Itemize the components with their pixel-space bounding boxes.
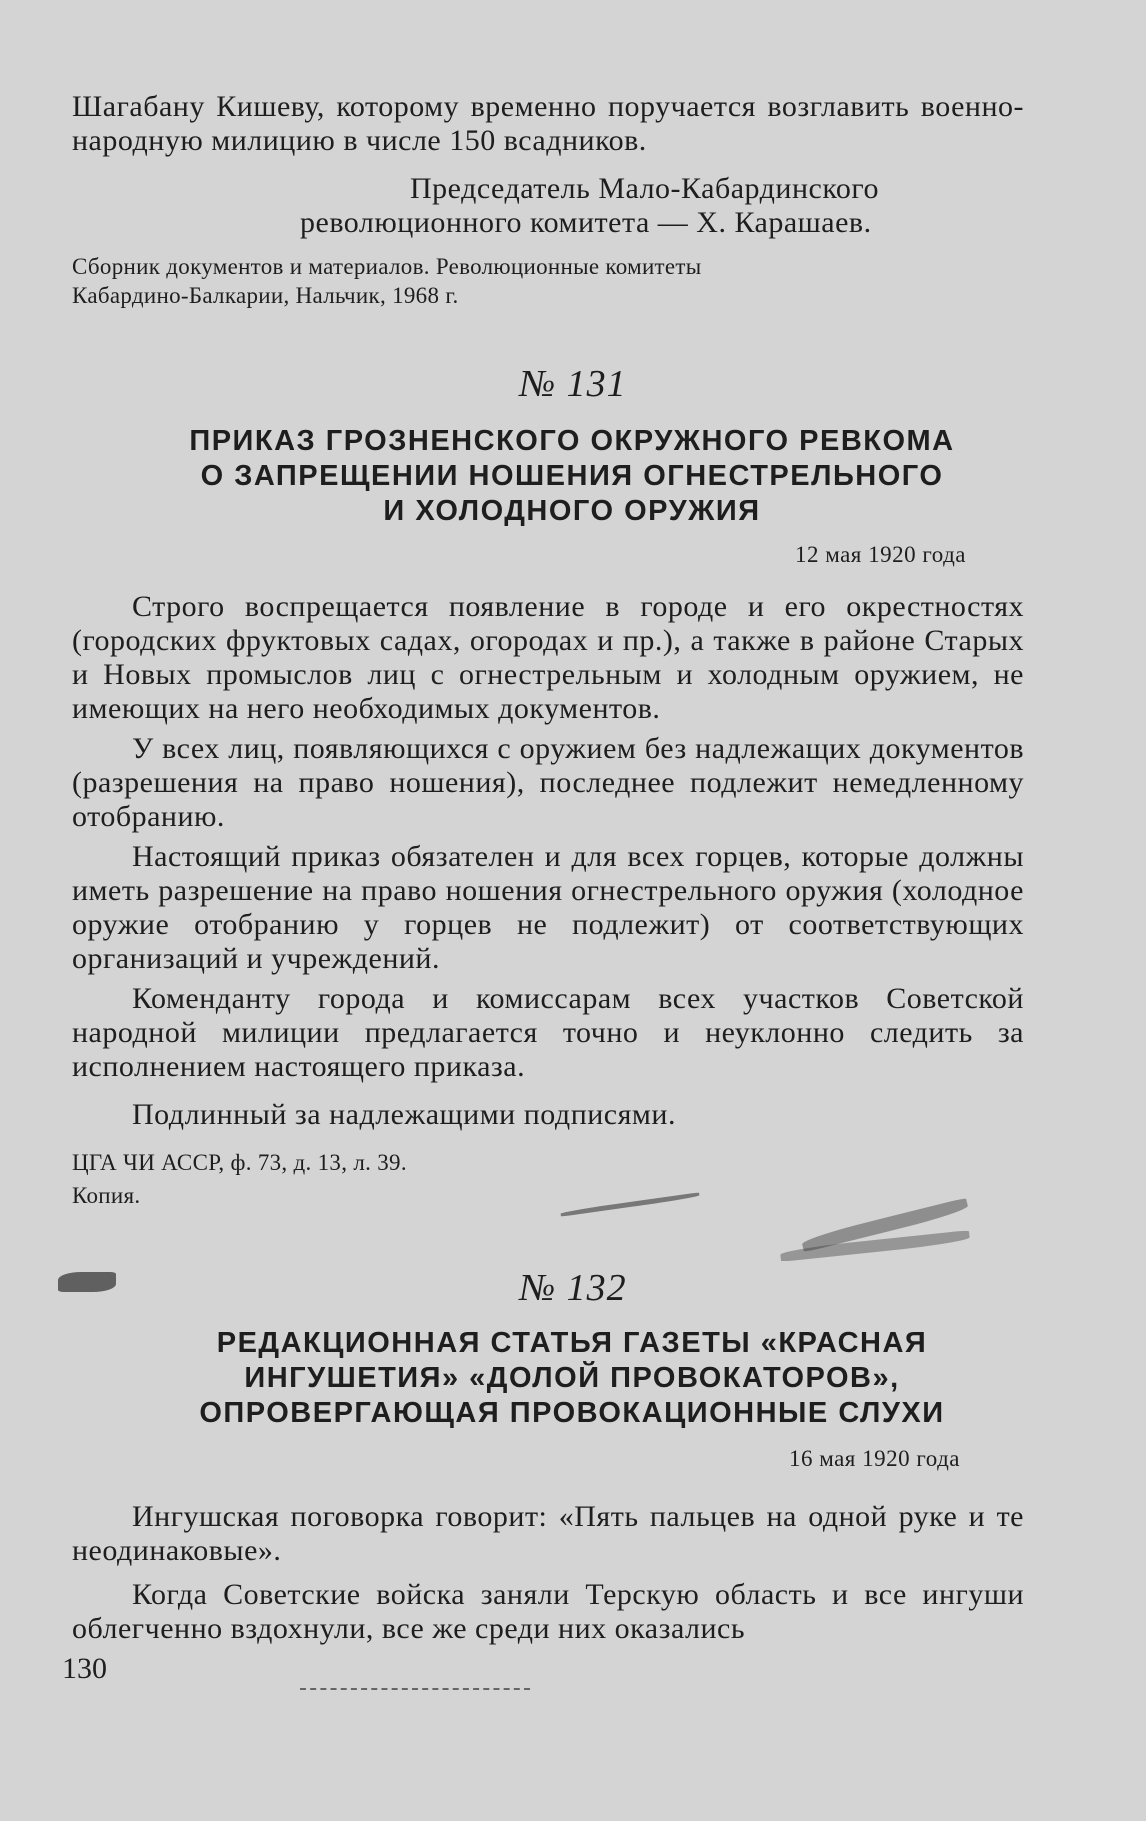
doc131-number: № 131 (519, 363, 627, 405)
doc132-number: № 132 (519, 1267, 627, 1309)
doc132-title (72, 1326, 1072, 1431)
doc131-paragraph-5: Подлинный за надлежащими подписями. (132, 1098, 676, 1131)
doc132-title-line-3: ОПРОВЕРГАЮЩАЯ ПРОВОКАЦИОННЫЕ СЛУХИ (199, 1397, 945, 1429)
doc131-title-line-2: О ЗАПРЕЩЕНИИ НОШЕНИЯ ОГНЕСТРЕЛЬНОГО (200, 460, 944, 492)
doc131-source (72, 1148, 1024, 1210)
doc131-paragraph-1: Строго воспрещается появление в городе и его окрестностях (городских фруктовых садах, огородах и пр.), а также в районе Старых и Новых промыслов лиц с огнестрельным и холодным оружием, не имеющих на него необходимых документов. (72, 590, 1024, 725)
doc131-title (72, 424, 1072, 529)
page-number: 130 (62, 1652, 107, 1685)
signature-line-2: революционного комитета — Х. Карашаев. (300, 206, 872, 239)
doc132-title-line-2: ИНГУШЕТИЯ» «ДОЛОЙ ПРОВОКАТОРОВ», (244, 1362, 900, 1394)
intro-paragraph: Шагабану Кишеву, которому временно поручается возглавить военно-народную милицию в числе 150 всадников. (72, 90, 1024, 157)
doc132-title-line-1: РЕДАКЦИОННАЯ СТАТЬЯ ГАЗЕТЫ «КРАСНАЯ (216, 1327, 928, 1359)
signature-line-1: Председатель Мало-Кабардинского (410, 172, 879, 205)
intro-signature (300, 172, 960, 240)
doc132-paragraph-2: Когда Советские войска заняли Терскую область и все ингуши облегченно вздохнули, все же среди них оказались (72, 1578, 1024, 1645)
doc131-title-line-1: ПРИКАЗ ГРОЗНЕНСКОГО ОКРУЖНОГО РЕВКОМА (189, 425, 955, 457)
doc131-body (72, 590, 1024, 1132)
doc131-paragraph-2: У всех лиц, появляющихся с оружием без надлежащих документов (разрешения на право ношения), последнее подлежит немедленному отобранию. (72, 732, 1024, 833)
doc131-copy-note: Копия. (72, 1183, 141, 1208)
source-line-2: Кабардино-Балкарии, Нальчик, 1968 г. (72, 283, 459, 308)
doc131-date: 12 мая 1920 года (794, 542, 966, 567)
intro-section (72, 90, 1024, 158)
doc132-body (72, 1500, 1024, 1646)
doc131-paragraph-3: Настоящий приказ обязателен и для всех горцев, которые должны иметь разрешение на право ношения огнестрельного оружия (холодное оружие отобранию у горцев не подлежит) от соответствующих организаций и учреждений. (72, 840, 1024, 975)
source-line-1: Сборник документов и материалов. Революционные комитеты (72, 254, 702, 279)
doc132-paragraph-1: Ингушская поговорка говорит: «Пять пальцев на одной руке и те неодинаковые». (72, 1500, 1024, 1567)
doc131-archive-ref: ЦГА ЧИ АССР, ф. 73, д. 13, л. 39. (72, 1150, 407, 1175)
doc131-title-line-3: И ХОЛОДНОГО ОРУЖИЯ (383, 495, 761, 527)
intro-source (72, 252, 1024, 310)
doc132-date: 16 мая 1920 года (788, 1446, 960, 1471)
scan-line (300, 1688, 530, 1690)
doc131-paragraph-4: Коменданту города и комиссарам всех участков Советской народной милиции предлагается точно и неуклонно следить за исполнением настоящего приказа. (72, 982, 1024, 1083)
